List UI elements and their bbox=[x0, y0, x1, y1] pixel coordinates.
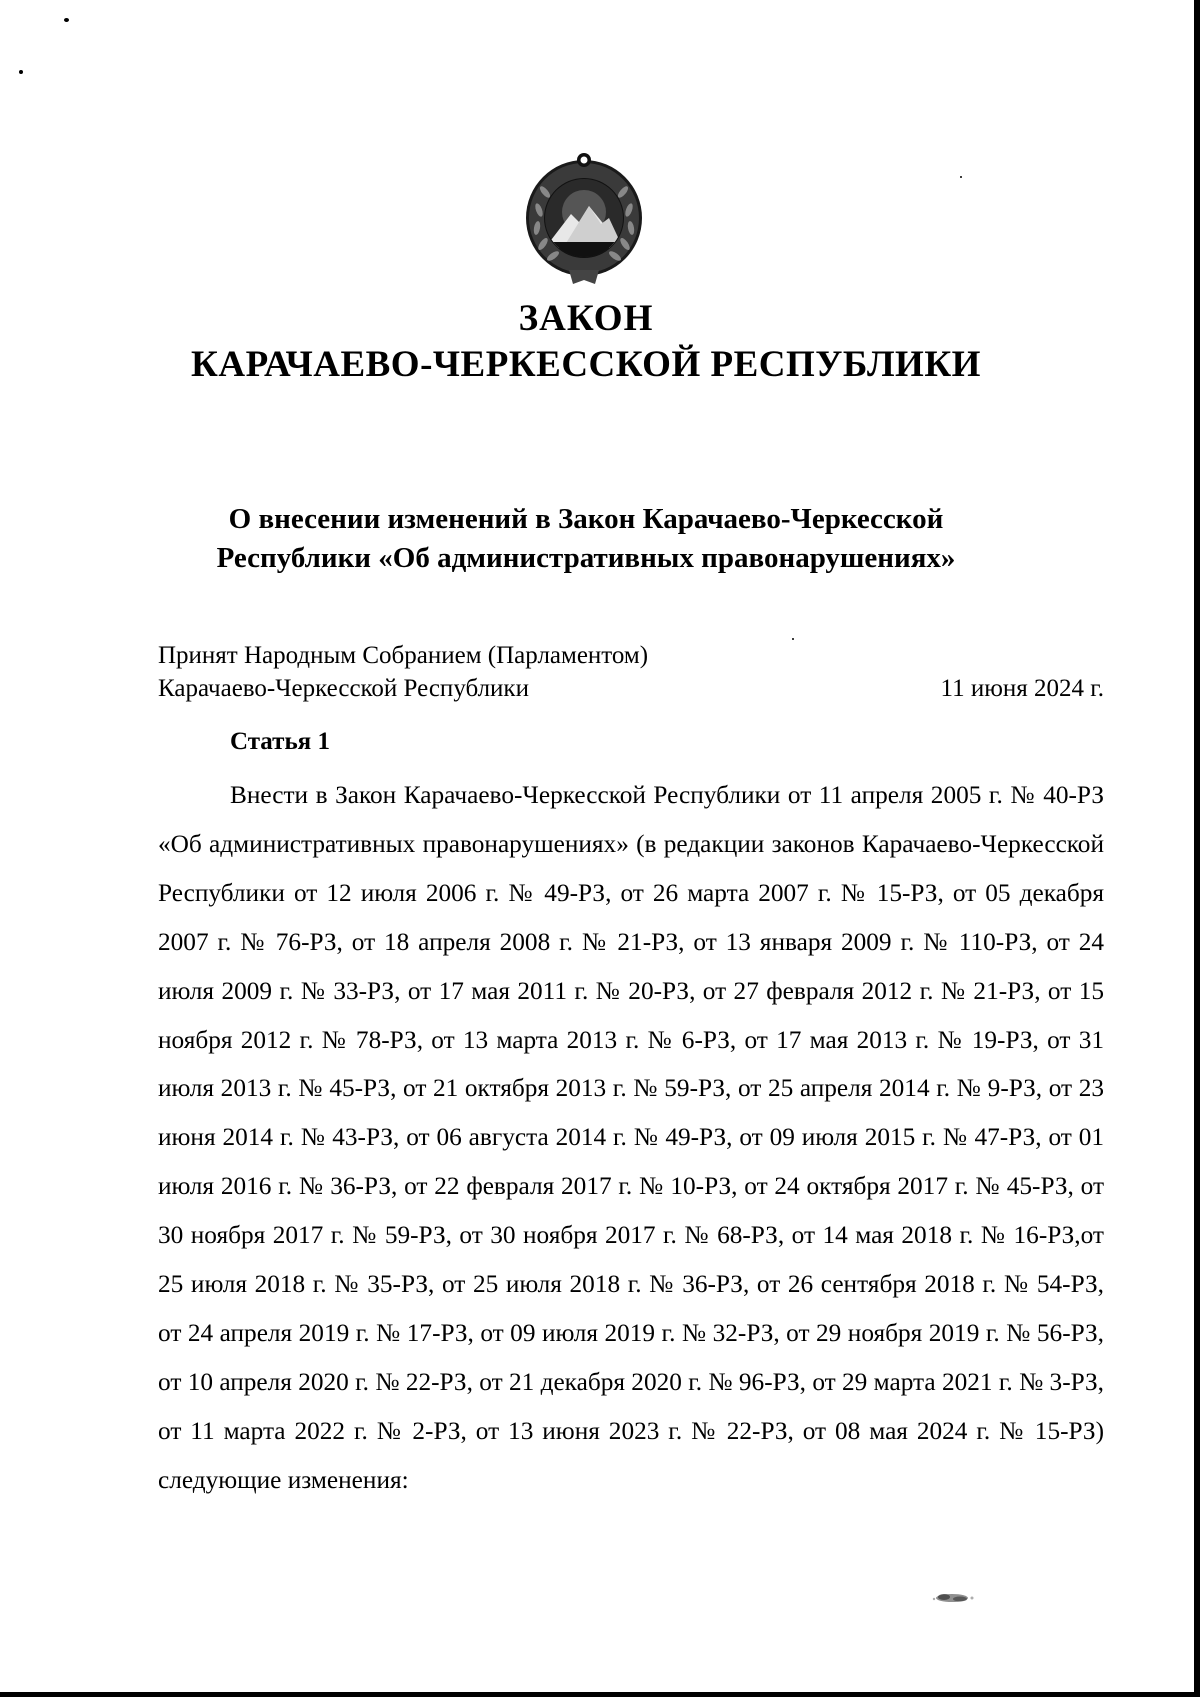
stamp-smudge-icon bbox=[922, 1589, 992, 1607]
law-title bbox=[0, 296, 1172, 388]
adoption-date: 11 июня 2024 г. bbox=[940, 675, 1104, 702]
scan-speck bbox=[64, 18, 69, 22]
subject-line-1: О внесении изменений в Закон Карачаево-Черкесской bbox=[228, 503, 944, 535]
adoption-row bbox=[158, 672, 1104, 705]
adoption-line-2: Карачаево-Черкесской Республики bbox=[158, 675, 529, 702]
law-label: ЗАКОН bbox=[518, 298, 654, 339]
law-subject bbox=[0, 500, 1172, 578]
coat-of-arms-icon bbox=[523, 152, 645, 288]
scan-edge-bottom bbox=[0, 1692, 1200, 1697]
adoption-line-1: Принят Народным Собранием (Парламентом) bbox=[158, 642, 649, 669]
subject-line-2: Республики «Об административных правонарушениях» bbox=[216, 542, 956, 574]
adoption-block bbox=[158, 639, 1104, 705]
article-text: Внести в Закон Карачаево-Черкесской Республики от 11 апреля 2005 г. № 40-РЗ «Об административных правонарушениях» (в редакции законов Карачаево-Черкесской Республики от 12 июля 2006 г. № 49-РЗ, от 26 марта 2007 г. № 15-РЗ, от 05 декабря 2007 г. № 76-РЗ, от 18 апреля 2008 г. № 21-РЗ, от 13 января 2009 г. № 110-РЗ, от 24 июля 2009 г. № 33-РЗ, от 17 мая 2011 г. № 20-РЗ, от 27 февраля 2012 г. № 21-РЗ, от 15 ноября 2012 г. № 78-РЗ, от 13 марта 2013 г. № 6-РЗ, от 17 мая 2013 г. № 19-РЗ, от 31 июля 2013 г. № 45-РЗ, от 21 октября 2013 г. № 59-РЗ, от 25 апреля 2014 г. № 9-РЗ, от 23 июня 2014 г. № 43-РЗ, от 06 августа 2014 г. № 49-РЗ, от 09 июля 2015 г. № 47-РЗ, от 01 июля 2016 г. № 36-РЗ, от 22 февраля 2017 г. № 10-РЗ, от 24 октября 2017 г. № 45-РЗ, от 30 ноября 2017 г. № 59-РЗ, от 30 ноября 2017 г. № 68-РЗ, от 14 мая 2018 г. № 16-РЗ,от 25 июля 2018 г. № 35-РЗ, от 25 июля 2018 г. № 36-РЗ, от 26 сентября 2018 г. № 54-РЗ, от 24 апреля 2019 г. № 17-РЗ, от 09 июля 2019 г. № 32-РЗ, от 29 ноября 2019 г. № 56-РЗ, от 10 апреля 2020 г. № 22-РЗ, от 21 декабря 2020 г. № 96-РЗ, от 29 марта 2021 г. № 3-РЗ, от 11 марта 2022 г. № 2-РЗ, от 13 июня 2023 г. № 22-РЗ, от 08 мая 2024 г. № 15-РЗ) следующие изменения: bbox=[158, 781, 1104, 1494]
article-heading: Статья 1 bbox=[230, 728, 330, 755]
republic-name: КАРАЧАЕВО-ЧЕРКЕССКОЙ РЕСПУБЛИКИ bbox=[191, 344, 981, 385]
scan-speck bbox=[960, 176, 962, 178]
scan-speck bbox=[19, 70, 23, 74]
scan-edge-right bbox=[1194, 0, 1200, 1697]
